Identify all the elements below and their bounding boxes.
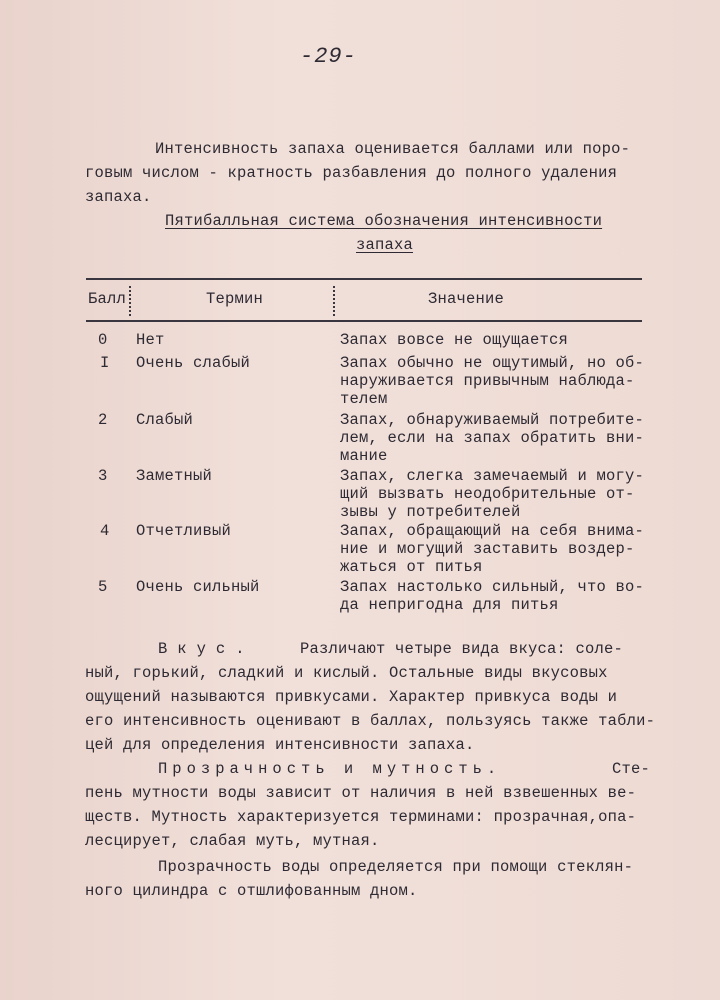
intro-line-3: запаха.: [85, 188, 152, 206]
taste-line: ный, горький, сладкий и кислый. Остальные виды вкусовых: [85, 664, 608, 682]
turbidity-line: лесцирует, слабая муть, мутная.: [85, 832, 380, 850]
row-meaning: Запах, обнаруживаемый потребите-: [340, 411, 645, 429]
table-title: Пятибалльная система обозначения интенсивности: [165, 212, 603, 230]
row-term: Отчетливый: [136, 522, 232, 540]
row-meaning: Запах вовсе не ощущается: [340, 331, 569, 349]
header-term: Термин: [206, 290, 264, 308]
row-score: I: [100, 354, 110, 372]
header-separator: [333, 286, 335, 316]
header-score: Балл: [88, 290, 127, 308]
row-meaning: да непригодна для питья: [340, 596, 559, 614]
row-meaning: щий вызвать неодобрительные от-: [340, 485, 635, 503]
final-line: Прозрачность воды определяется при помощи стеклян-: [158, 858, 634, 876]
table-title-cont: запаха: [356, 236, 414, 254]
row-meaning: телем: [340, 390, 388, 408]
row-score: 2: [98, 411, 108, 429]
turbidity-line: ществ. Мутность характеризуется терминами: прозрачная,опа-: [85, 808, 637, 826]
turbidity-line: Сте-: [612, 760, 651, 778]
taste-line: его интенсивность оценивают в баллах, пользуясь также табли-: [85, 712, 656, 730]
row-term: Очень сильный: [136, 578, 260, 596]
row-term: Нет: [136, 331, 165, 349]
row-meaning: мание: [340, 447, 388, 465]
taste-line: цей для определения интенсивности запаха.: [85, 736, 475, 754]
table-top-rule: [86, 278, 642, 280]
row-meaning: Запах обычно не ощутимый, но об-: [340, 354, 645, 372]
row-meaning: Запах, обращающий на себя внима-: [340, 522, 645, 540]
intro-line-2: говым числом - кратность разбавления до полного удаления: [85, 164, 618, 182]
table-header-rule: [86, 320, 642, 322]
row-meaning: зывы у потребителей: [340, 503, 521, 521]
row-meaning: Запах, слегка замечаемый и могу-: [340, 467, 645, 485]
row-meaning: ние и могущий заставить воздер-: [340, 540, 635, 558]
header-separator: [129, 286, 131, 316]
row-meaning: лем, если на запах обратить вни-: [340, 429, 645, 447]
taste-line: ощущений называются привкусами. Характер привкуса воды и: [85, 688, 618, 706]
taste-line: Различают четыре вида вкуса: соле-: [300, 640, 624, 658]
taste-heading: Вкус.: [158, 640, 255, 658]
row-score: 0: [98, 331, 108, 349]
row-score: 3: [98, 467, 108, 485]
row-meaning: Запах настолько сильный, что во-: [340, 578, 645, 596]
page-number: -29-: [300, 44, 357, 69]
intro-line-1: Интенсивность запаха оценивается баллами или поро-: [155, 140, 631, 158]
row-score: 5: [98, 578, 108, 596]
header-meaning: Значение: [428, 290, 505, 308]
turbidity-heading: Прозрачность и мутность.: [158, 760, 502, 778]
turbidity-line: пень мутности воды зависит от наличия в ней взвешенных ве-: [85, 784, 637, 802]
row-meaning: наруживается привычным наблюда-: [340, 372, 635, 390]
row-term: Слабый: [136, 411, 194, 429]
final-line: ного цилиндра с отшлифованным дном.: [85, 882, 418, 900]
row-term: Очень слабый: [136, 354, 251, 372]
row-score: 4: [100, 522, 110, 540]
row-term: Заметный: [136, 467, 213, 485]
row-meaning: жаться от питья: [340, 558, 483, 576]
